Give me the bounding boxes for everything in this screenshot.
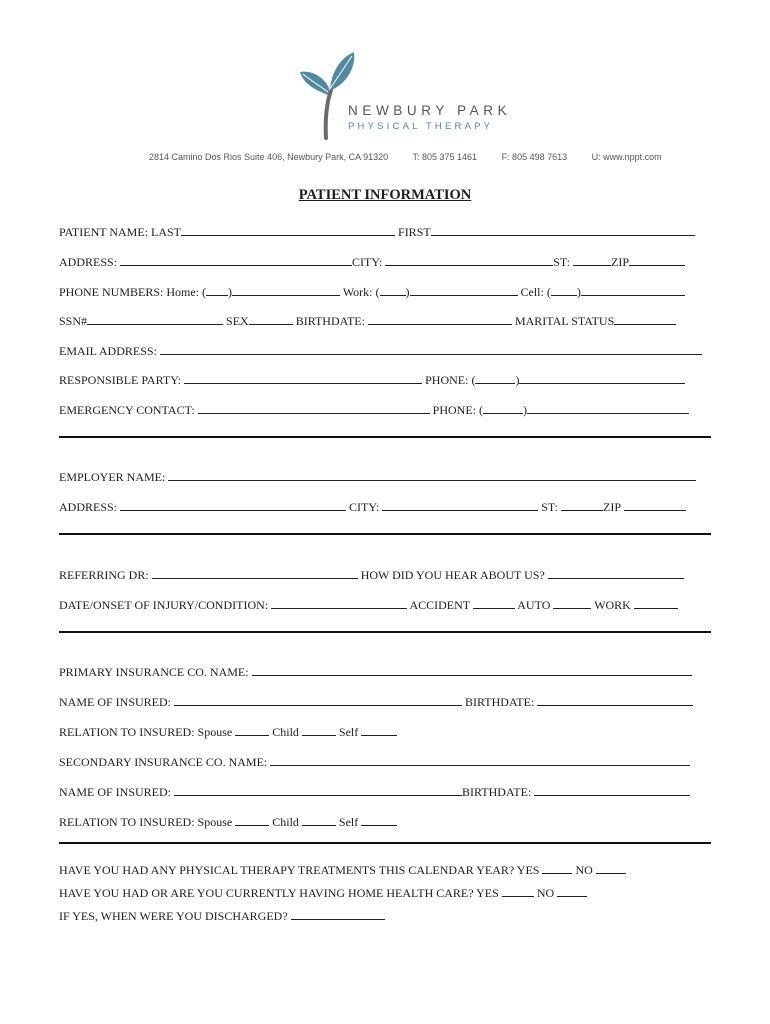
label-primary-insured-birthdate: BIRTHDATE: [465, 695, 535, 709]
label-emergency-phone: PHONE: ( [432, 403, 484, 417]
first-name-field[interactable] [431, 224, 695, 236]
accident-field[interactable] [473, 597, 515, 609]
employer-zip-field[interactable] [624, 499, 686, 511]
responsible-phone-field[interactable] [519, 372, 685, 384]
home-area-code-field[interactable] [206, 284, 228, 296]
label-state: ST: [553, 255, 570, 269]
state-field[interactable] [573, 254, 611, 266]
label-secondary-insurance: SECONDARY INSURANCE CO. NAME: [59, 755, 268, 769]
secondary-child-field[interactable] [302, 814, 336, 826]
label-emergency-contact: EMERGENCY CONTACT: [59, 403, 195, 417]
label-responsible-party: RESPONSIBLE PARTY: [59, 373, 182, 387]
paren: ) [405, 285, 410, 299]
primary-self-field[interactable] [361, 724, 397, 736]
label-home-phone: PHONE NUMBERS: Home: ( [59, 285, 207, 299]
emergency-area-code-field[interactable] [483, 402, 523, 414]
secondary-insured-field[interactable] [174, 784, 462, 796]
paren: ) [228, 285, 233, 299]
row-emergency-contact [59, 402, 689, 417]
label-last-name: PATIENT NAME: LAST [59, 225, 182, 239]
home-phone-field[interactable] [232, 284, 340, 296]
row-secondary-relation [59, 814, 397, 829]
label-first-name: FIRST [398, 225, 431, 239]
birthdate-field[interactable] [368, 313, 512, 325]
brand-subtitle: PHYSICAL THERAPY [348, 121, 494, 132]
work-phone-field[interactable] [410, 284, 518, 296]
pt-treatments-yes-field[interactable] [542, 862, 572, 874]
label-marital-status: MARITAL STATUS [514, 314, 615, 328]
secondary-self-field[interactable] [361, 814, 397, 826]
label-birthdate: BIRTHDATE: [295, 314, 365, 328]
label-employer-city: CITY: [349, 500, 380, 514]
primary-insured-field[interactable] [174, 694, 462, 706]
row-secondary-insured [59, 784, 690, 799]
label-injury-onset: DATE/ONSET OF INJURY/CONDITION: [59, 598, 269, 612]
label-home-health-no: NO [536, 886, 555, 900]
label-relation-spouse: RELATION TO INSURED: Spouse [59, 725, 233, 739]
cell-area-code-field[interactable] [551, 284, 577, 296]
section-divider [59, 842, 711, 844]
contact-line [149, 152, 684, 162]
row-question-home-health [59, 885, 587, 900]
label-home-health-yes: HAVE YOU HAD OR ARE YOU CURRENTLY HAVING HOME HEALTH CARE? YES [59, 886, 499, 900]
paren: ) [515, 373, 520, 387]
label-relation-child: Child [272, 725, 299, 739]
label-employer-address: ADDRESS: [59, 500, 118, 514]
responsible-area-code-field[interactable] [475, 372, 515, 384]
label-secondary-insured: NAME OF INSURED: [59, 785, 172, 799]
employer-name-field[interactable] [168, 469, 696, 481]
city-field[interactable] [385, 254, 553, 266]
row-employer-address [59, 499, 686, 514]
clinic-phone: T: 805 375 1461 [412, 152, 478, 162]
secondary-insurance-field[interactable] [270, 754, 690, 766]
secondary-insured-birthdate-field[interactable] [534, 784, 690, 796]
address-field[interactable] [120, 254, 352, 266]
employer-state-field[interactable] [561, 499, 603, 511]
employer-city-field[interactable] [382, 499, 538, 511]
row-responsible-party [59, 372, 685, 387]
label-relation-child: Child [272, 815, 299, 829]
work-field[interactable] [634, 597, 678, 609]
row-employer-name [59, 469, 696, 484]
clinic-fax: F: 805 498 7613 [501, 152, 568, 162]
label-cell-phone: Cell: ( [520, 285, 551, 299]
label-relation-self: Self [338, 815, 359, 829]
label-sex: SEX [226, 314, 249, 328]
paren: ) [523, 403, 528, 417]
label-auto: AUTO [517, 598, 551, 612]
label-email: EMAIL ADDRESS: [59, 344, 157, 358]
label-referring-dr: REFERRING DR: [59, 568, 149, 582]
row-injury [59, 597, 678, 612]
row-email [59, 343, 702, 358]
label-address: ADDRESS: [59, 255, 118, 269]
cell-phone-field[interactable] [581, 284, 685, 296]
last-name-field[interactable] [181, 224, 395, 236]
row-primary-insured [59, 694, 693, 709]
row-question-discharged [59, 908, 385, 923]
clinic-website: U: www.nppt.com [591, 152, 662, 162]
how-heard-field[interactable] [548, 567, 684, 579]
label-work-phone: Work: ( [342, 285, 380, 299]
company-logo [296, 50, 512, 140]
employer-address-field[interactable] [120, 499, 346, 511]
injury-onset-field[interactable] [271, 597, 407, 609]
work-area-code-field[interactable] [380, 284, 406, 296]
label-employer-name: EMPLOYER NAME: [59, 470, 166, 484]
label-employer-state: ST: [541, 500, 558, 514]
label-how-heard: HOW DID YOU HEAR ABOUT US? [360, 568, 545, 582]
label-pt-treatments-yes: HAVE YOU HAD ANY PHYSICAL THERAPY TREATMENTS THIS CALENDAR YEAR? YES [59, 863, 540, 877]
email-field[interactable] [160, 343, 702, 355]
label-discharged: IF YES, WHEN WERE YOU DISCHARGED? [59, 909, 288, 923]
auto-field[interactable] [553, 597, 591, 609]
home-health-no-field[interactable] [557, 885, 587, 897]
primary-spouse-field[interactable] [235, 724, 269, 736]
label-relation-spouse: RELATION TO INSURED: Spouse [59, 815, 233, 829]
label-ssn: SSN# [59, 314, 88, 328]
row-question-pt-treatments [59, 862, 626, 877]
label-primary-insurance: PRIMARY INSURANCE CO. NAME: [59, 665, 249, 679]
label-pt-treatments-no: NO [575, 863, 593, 877]
primary-insured-birthdate-field[interactable] [537, 694, 693, 706]
label-accident: ACCIDENT [409, 598, 470, 612]
emergency-phone-field[interactable] [527, 402, 689, 414]
paren: ) [576, 285, 581, 299]
responsible-party-field[interactable] [184, 372, 422, 384]
marital-status-field[interactable] [614, 313, 676, 325]
label-secondary-insured-birthdate: BIRTHDATE: [462, 785, 532, 799]
zip-field[interactable] [629, 254, 685, 266]
label-responsible-phone: PHONE: ( [425, 373, 476, 387]
row-primary-insurance [59, 664, 692, 679]
section-divider [59, 533, 711, 535]
row-referral [59, 567, 684, 582]
row-secondary-insurance [59, 754, 690, 769]
referring-dr-field[interactable] [152, 567, 358, 579]
label-zip: ZIP [611, 255, 629, 269]
row-address [59, 254, 685, 269]
leaf-tree-icon [296, 50, 356, 140]
label-work: WORK [594, 598, 631, 612]
label-primary-insured: NAME OF INSURED: [59, 695, 172, 709]
section-divider [59, 631, 711, 633]
pt-treatments-no-field[interactable] [596, 862, 626, 874]
brand-name: NEWBURY PARK [348, 103, 512, 118]
label-employer-zip: ZIP [603, 500, 621, 514]
page-title: PATIENT INFORMATION [298, 187, 472, 203]
row-patient-name [59, 224, 695, 239]
clinic-address: 2814 Camino Dos Rios Suite 406, Newbury Park, CA 91320 [149, 152, 389, 162]
label-city: CITY: [352, 255, 383, 269]
sex-field[interactable] [249, 313, 293, 325]
section-divider [59, 436, 711, 438]
primary-child-field[interactable] [302, 724, 336, 736]
home-health-yes-field[interactable] [502, 885, 534, 897]
discharged-date-field[interactable] [291, 908, 385, 920]
row-phones [59, 284, 685, 299]
row-ssn [59, 313, 676, 328]
row-primary-relation [59, 724, 397, 739]
label-relation-self: Self [338, 725, 359, 739]
emergency-contact-field[interactable] [198, 402, 430, 414]
primary-insurance-field[interactable] [252, 664, 692, 676]
ssn-field[interactable] [87, 313, 223, 325]
secondary-spouse-field[interactable] [235, 814, 269, 826]
